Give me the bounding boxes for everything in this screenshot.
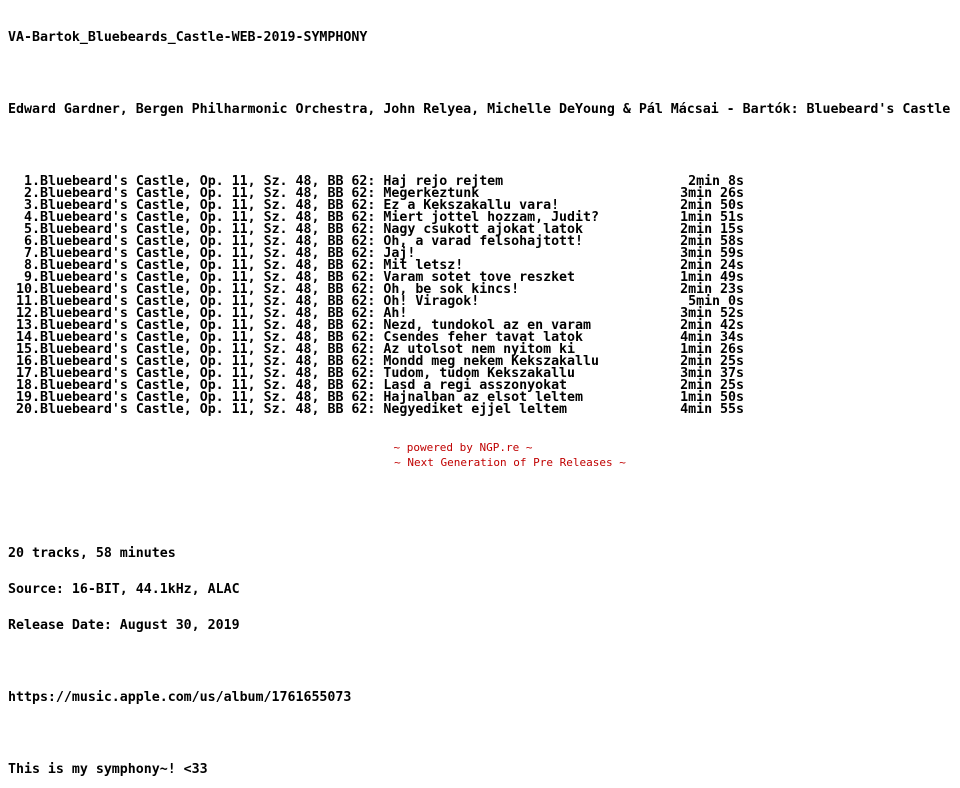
track-title: Bluebeard's Castle, Op. 11, Sz. 48, BB 62: Oh, a varad felsohajtott! bbox=[40, 234, 584, 249]
track-duration: 3min 26s bbox=[680, 186, 744, 201]
track-duration: 2min 24s bbox=[680, 258, 744, 273]
track-duration: 2min 25s bbox=[680, 354, 744, 369]
track-list bbox=[8, 176, 960, 416]
track-number: 1. bbox=[24, 174, 40, 189]
track-number: 17. bbox=[16, 366, 40, 381]
track-duration: 1min 51s bbox=[680, 210, 744, 225]
track-title: Bluebeard's Castle, Op. 11, Sz. 48, BB 62: Jaj! bbox=[40, 246, 416, 261]
track-number: 16. bbox=[16, 354, 40, 369]
track-number: 20. bbox=[16, 402, 40, 417]
track-number: 7. bbox=[24, 246, 40, 261]
track-number: 8. bbox=[24, 258, 40, 273]
track-duration: 2min 15s bbox=[680, 222, 744, 237]
track-number: 11. bbox=[16, 294, 40, 309]
track-number: 13. bbox=[16, 318, 40, 333]
footer-powered-by: ~ powered by NGP.re ~ bbox=[393, 441, 533, 454]
artist-line: Edward Gardner, Bergen Philharmonic Orchestra, John Relyea, Michelle DeYoung & Pál Mácsai - Bartók: Bluebeard's Castle bbox=[8, 102, 951, 117]
release-date-line: Release Date: August 30, 2019 bbox=[8, 618, 240, 633]
track-title: Bluebeard's Castle, Op. 11, Sz. 48, BB 62: Ez a Kekszakallu vara! bbox=[40, 198, 560, 213]
track-title: Bluebeard's Castle, Op. 11, Sz. 48, BB 62: Negyediket ejjel leltem bbox=[40, 402, 568, 417]
track-title: Bluebeard's Castle, Op. 11, Sz. 48, BB 62: Tudom, tudom Kekszakallu bbox=[40, 366, 576, 381]
track-duration: 2min 50s bbox=[680, 198, 744, 213]
track-title: Bluebeard's Castle, Op. 11, Sz. 48, BB 62: Haj rejo rejtem bbox=[40, 174, 504, 189]
track-title: Bluebeard's Castle, Op. 11, Sz. 48, BB 62: Mondd meg nekem Kekszakallu bbox=[40, 354, 599, 369]
track-title: Bluebeard's Castle, Op. 11, Sz. 48, BB 62: Mit letsz! bbox=[40, 258, 464, 273]
track-duration: 2min 8s bbox=[688, 174, 744, 189]
track-number: 5. bbox=[24, 222, 40, 237]
track-title: Bluebeard's Castle, Op. 11, Sz. 48, BB 62: Varam sotet tove reszket bbox=[40, 270, 576, 285]
track-number: 3. bbox=[24, 198, 40, 213]
track-title: Bluebeard's Castle, Op. 11, Sz. 48, BB 62: Oh! Viragok! bbox=[40, 294, 480, 309]
track-duration: 2min 23s bbox=[680, 282, 744, 297]
track-duration: 2min 58s bbox=[680, 234, 744, 249]
track-title: Bluebeard's Castle, Op. 11, Sz. 48, BB 62: Hajnalban az elsot leltem bbox=[40, 390, 584, 405]
track-number: 18. bbox=[16, 378, 40, 393]
track-title: Bluebeard's Castle, Op. 11, Sz. 48, BB 62: Megerkeztunk bbox=[40, 186, 480, 201]
track-duration: 1min 49s bbox=[680, 270, 744, 285]
track-title: Bluebeard's Castle, Op. 11, Sz. 48, BB 62: Oh, be sok kincs! bbox=[40, 282, 520, 297]
track-duration: 2min 25s bbox=[680, 378, 744, 393]
tagline: This is my symphony~! <33 bbox=[8, 762, 208, 777]
track-title: Bluebeard's Castle, Op. 11, Sz. 48, BB 62: Az utolsot nem nyitom ki bbox=[40, 342, 576, 357]
track-row bbox=[8, 404, 960, 416]
track-title: Bluebeard's Castle, Op. 11, Sz. 48, BB 62: Nezd, tundokol az en varam bbox=[40, 318, 591, 333]
track-duration: 3min 59s bbox=[680, 246, 744, 261]
track-title: Bluebeard's Castle, Op. 11, Sz. 48, BB 62: Ah! bbox=[40, 306, 408, 321]
nfo-document bbox=[8, 8, 960, 788]
track-number: 2. bbox=[24, 186, 40, 201]
track-title: Bluebeard's Castle, Op. 11, Sz. 48, BB 62: Csendes feher tavat latok bbox=[40, 330, 584, 345]
track-title: Bluebeard's Castle, Op. 11, Sz. 48, BB 62: Nagy csukott ajokat latok bbox=[40, 222, 584, 237]
track-number: 9. bbox=[24, 270, 40, 285]
track-number: 12. bbox=[16, 306, 40, 321]
footer-next-generation: ~ Next Generation of Pre Releases ~ bbox=[394, 456, 626, 469]
track-number: 10. bbox=[16, 282, 40, 297]
track-number: 4. bbox=[24, 210, 40, 225]
track-duration: 4min 55s bbox=[680, 402, 744, 417]
track-duration: 1min 26s bbox=[680, 342, 744, 357]
track-duration: 4min 34s bbox=[680, 330, 744, 345]
track-title: Bluebeard's Castle, Op. 11, Sz. 48, BB 62: Lasd a regi asszonyokat bbox=[40, 378, 568, 393]
track-title: Bluebeard's Castle, Op. 11, Sz. 48, BB 62: Miert jottel hozzam, Judit? bbox=[40, 210, 599, 225]
track-number: 6. bbox=[24, 234, 40, 249]
track-duration: 3min 37s bbox=[680, 366, 744, 381]
release-name: VA-Bartok_Bluebeards_Castle-WEB-2019-SYMPHONY bbox=[8, 30, 368, 45]
track-number: 14. bbox=[16, 330, 40, 345]
track-duration: 2min 42s bbox=[680, 318, 744, 333]
track-number: 15. bbox=[16, 342, 40, 357]
track-duration: 1min 50s bbox=[680, 390, 744, 405]
track-duration: 3min 52s bbox=[680, 306, 744, 321]
tracks-summary: 20 tracks, 58 minutes bbox=[8, 546, 176, 561]
track-number: 19. bbox=[16, 390, 40, 405]
source-line: Source: 16-BIT, 44.1kHz, ALAC bbox=[8, 582, 240, 597]
album-url[interactable]: https://music.apple.com/us/album/1761655073 bbox=[8, 690, 352, 705]
track-duration: 5min 0s bbox=[688, 294, 744, 309]
